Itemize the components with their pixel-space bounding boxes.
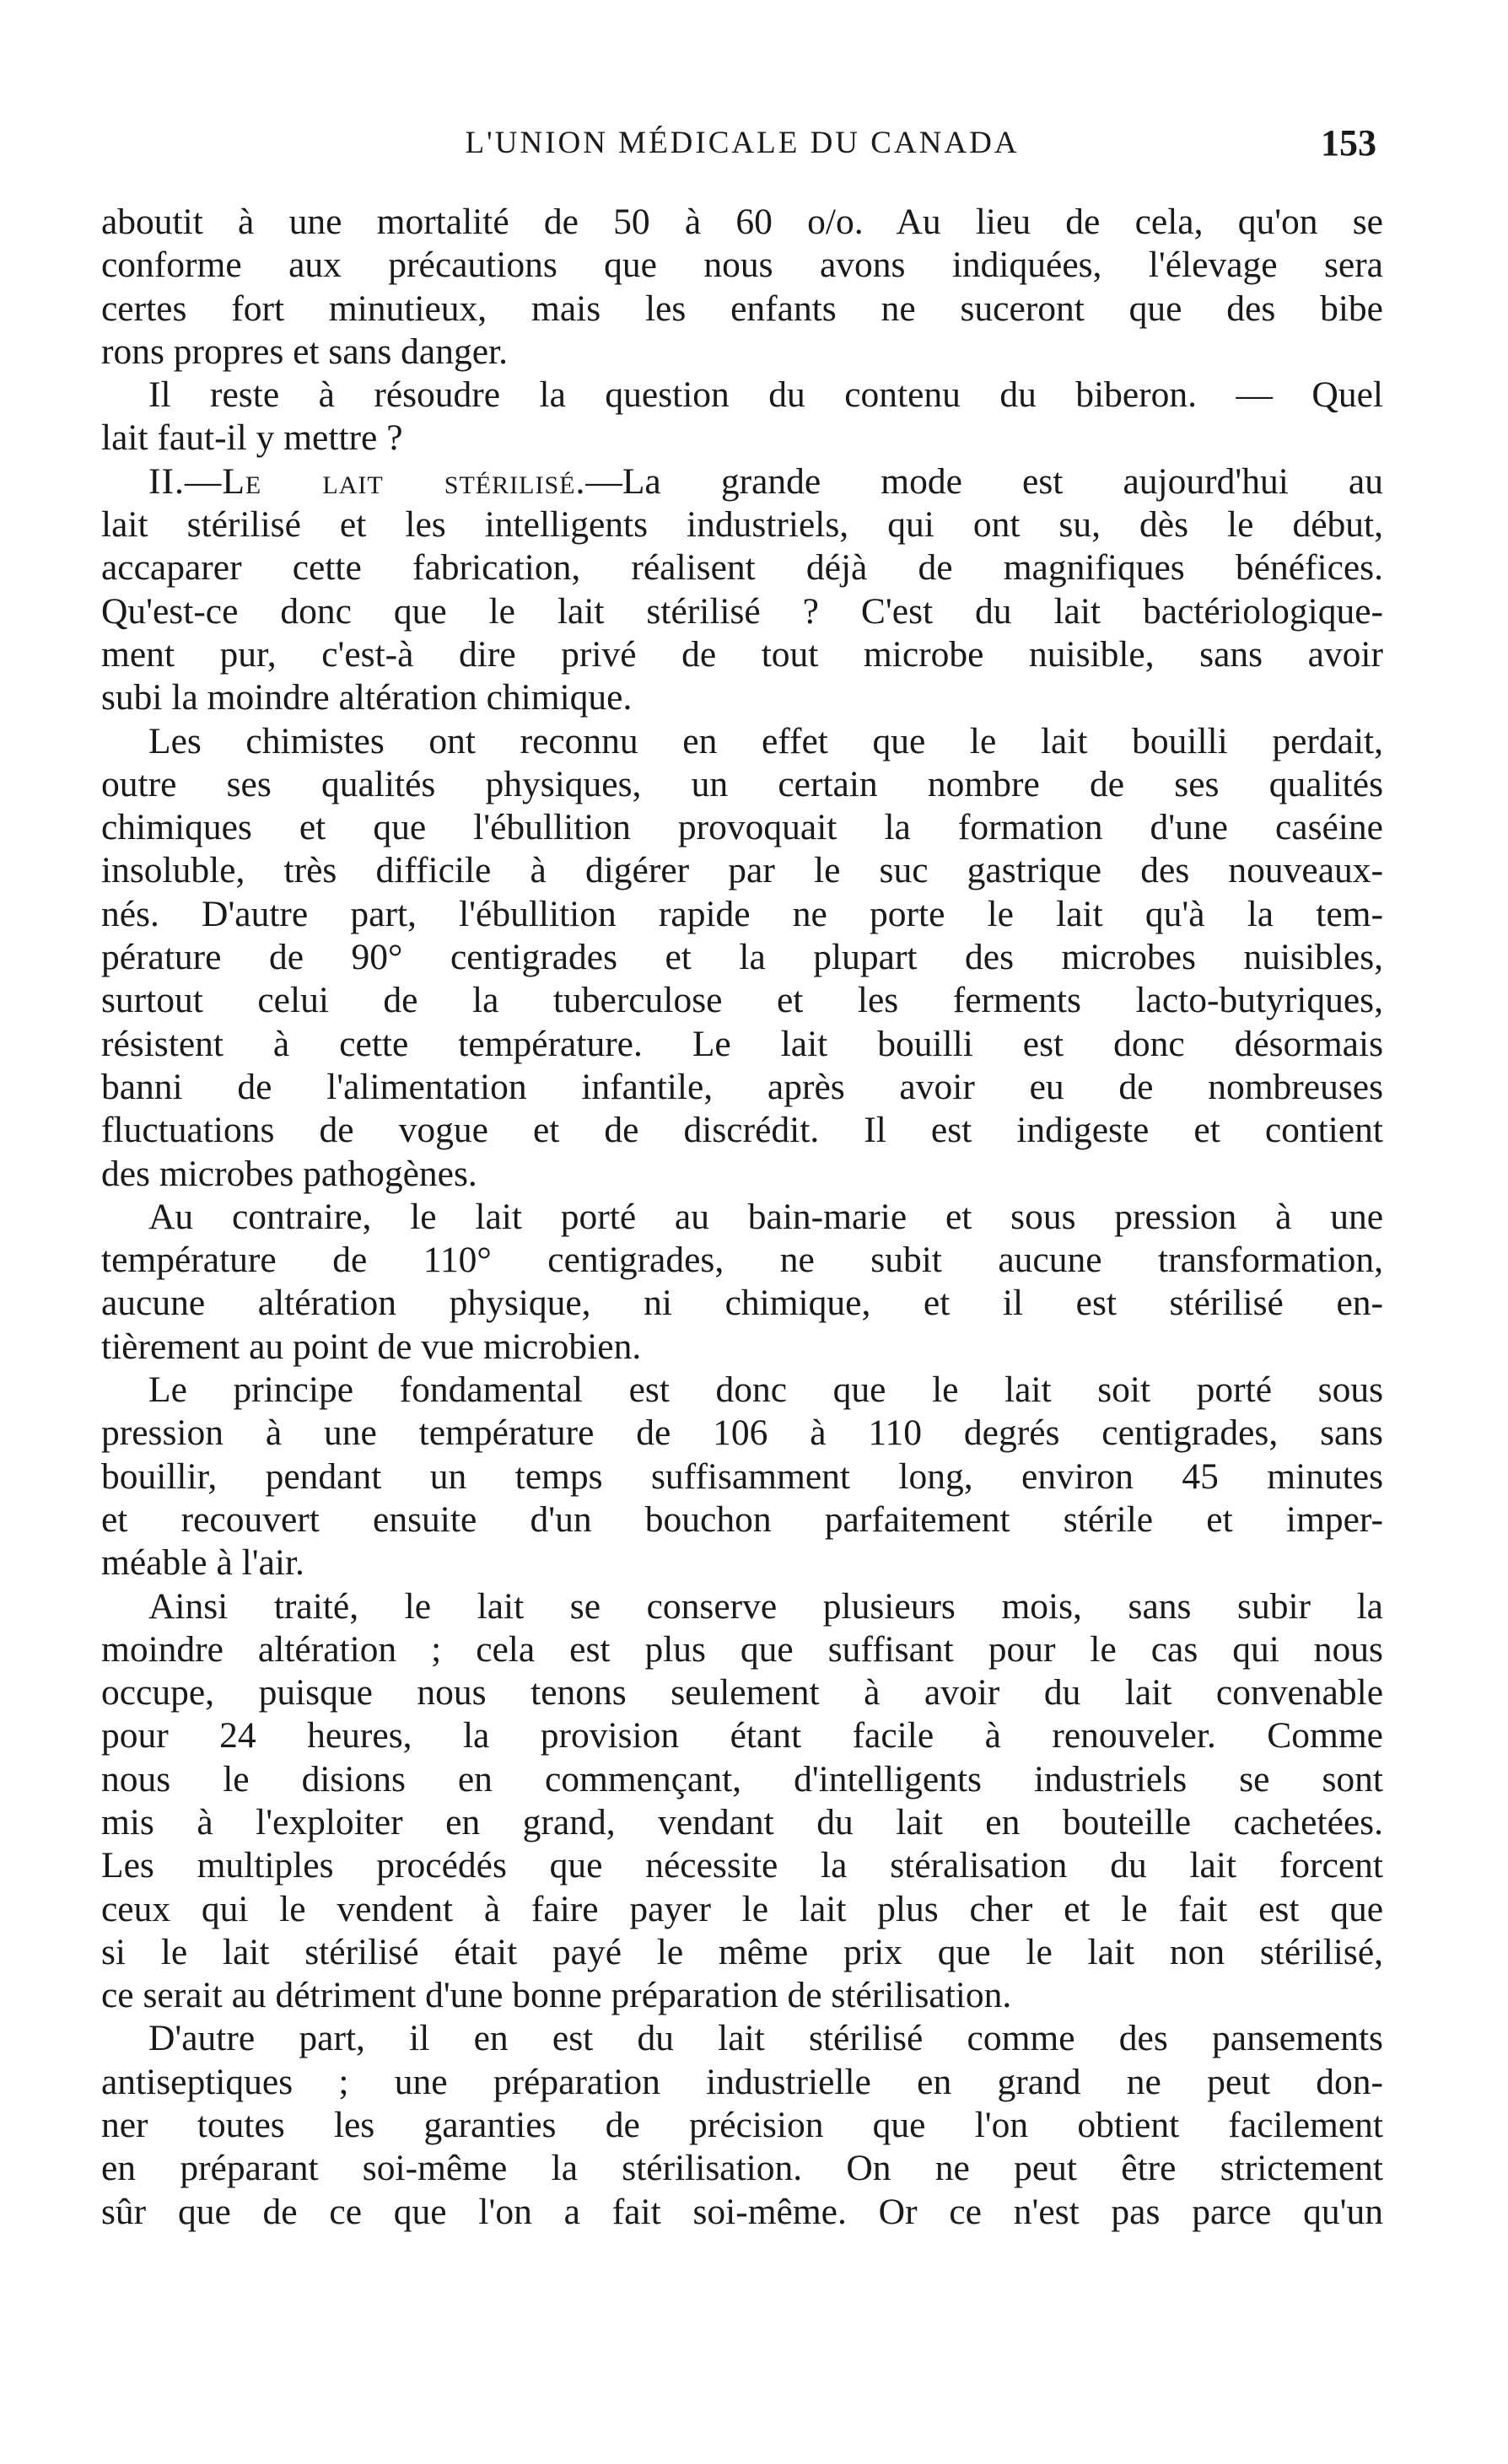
text-line: résistent à cette température. Le lait bouilli est donc désormais — [101, 1023, 1383, 1064]
text-line-rest: —La grande mode est aujourd'hui au — [585, 460, 1383, 502]
running-head — [101, 118, 1383, 169]
text-line: lait stérilisé et les intelligents industriels, qui ont su, dès le début, — [101, 504, 1383, 546]
text-line: fluctuations de vogue et de discrédit. Il est indigeste et contient — [101, 1110, 1383, 1151]
text-line: rons propres et sans danger. — [101, 331, 509, 372]
page-number: 153 — [1321, 122, 1376, 164]
text-line: outre ses qualités physiques, un certain nombre de ses qualités — [101, 763, 1383, 804]
text-line: Les multiples procédés que nécessite la stéralisation du lait forcent — [101, 1845, 1383, 1886]
text-line: Les chimistes ont reconnu en effet que le lait bouilli perdait, — [148, 720, 1383, 761]
text-line: si le lait stérilisé était payé le même prix que le lait non stérilisé, — [101, 1931, 1383, 1972]
paragraph-1 — [101, 201, 1383, 374]
paragraph-2 — [101, 374, 1383, 460]
body-text — [101, 201, 1383, 2234]
text-line: moindre altération ; cela est plus que suffisant pour le cas qui nous — [101, 1628, 1383, 1670]
text-line: subi la moindre altération chimique. — [101, 677, 633, 718]
text-line: ceux qui le vendent à faire payer le lait plus cher et le fait est que — [101, 1888, 1383, 1929]
section-heading: II.—Le lait stérilisé. — [148, 460, 586, 502]
text-line: ce serait au détriment d'une bonne préparation de stérilisation. — [101, 1975, 1012, 2016]
paragraph-section-ii — [101, 460, 1383, 720]
text-line: occupe, puisque nous tenons seulement à avoir du lait convenable — [101, 1672, 1383, 1714]
text-line: tièrement au point de vue microbien. — [101, 1326, 642, 1367]
text-line: sûr que de ce que l'on a fait soi-même. Or ce n'est pas parce qu'un — [101, 2191, 1383, 2232]
text-line: méable à l'air. — [101, 1542, 304, 1584]
text-line: aboutit à une mortalité de 50 à 60 o/o. Au lieu de cela, qu'on se — [101, 202, 1383, 242]
text-line: surtout celui de la tuberculose et les ferments lacto-butyriques, — [101, 980, 1383, 1021]
text-line: bouillir, pendant un temps suffisamment long, environ 45 minutes — [101, 1455, 1383, 1497]
text-line: des microbes pathogènes. — [101, 1153, 477, 1194]
text-line — [101, 460, 1383, 503]
text-line: accaparer cette fabrication, réalisent déjà de magnifiques bénéfices. — [101, 547, 1383, 589]
text-line: Ainsi traité, le lait se conserve plusieurs mois, sans subir la — [148, 1585, 1383, 1627]
paragraph-6 — [101, 1369, 1383, 1584]
text-line: ment pur, c'est-à dire privé de tout microbe nuisible, sans avoir — [101, 633, 1383, 675]
text-line: Au contraire, le lait porté au bain-marie et sous pression à une — [148, 1196, 1383, 1237]
text-line: antiseptiques ; une préparation industrielle en grand ne peut don- — [101, 2061, 1383, 2102]
text-line: mis à l'exploiter en grand, vendant du lait en bouteille cachetées. — [101, 1801, 1383, 1843]
text-line: pour 24 heures, la provision étant facile à renouveler. Comme — [101, 1715, 1383, 1757]
text-line: aucune altération physique, ni chimique, et il est stérilisé en- — [101, 1283, 1383, 1324]
text-line: pression à une température de 106 à 110 degrés centigrades, sans — [101, 1412, 1383, 1454]
paragraph-8 — [101, 2017, 1383, 2233]
text-line: conforme aux précautions que nous avons indiquées, l'élevage sera — [101, 245, 1383, 286]
text-line: chimiques et que l'ébullition provoquait la formation d'une caséine — [101, 807, 1383, 848]
text-line: certes fort minutieux, mais les enfants ne suceront que des bibe — [101, 288, 1383, 329]
journal-title: L'UNION MÉDICALE DU CANADA — [465, 126, 1020, 160]
text-line: D'autre part, il en est du lait stérilisé comme des pansements — [148, 2018, 1383, 2059]
text-line: Qu'est-ce donc que le lait stérilisé ? C'est du lait bactériologique- — [101, 590, 1383, 632]
paragraph-7 — [101, 1585, 1383, 2018]
text-line: Le principe fondamental est donc que le lait soit porté sous — [148, 1369, 1383, 1411]
text-line: température de 110° centigrades, ne subit aucune transformation, — [101, 1240, 1383, 1281]
paragraph-4 — [101, 720, 1383, 1196]
text-line: et recouvert ensuite d'un bouchon parfaitement stérile et imper- — [101, 1498, 1383, 1540]
text-line: banni de l'alimentation infantile, après avoir eu de nombreuses — [101, 1066, 1383, 1107]
text-line: nous le disions en commençant, d'intelligents industriels se sont — [101, 1758, 1383, 1800]
text-line: Il reste à résoudre la question du contenu du biberon. — Quel — [148, 374, 1383, 416]
text-line: nés. D'autre part, l'ébullition rapide ne porte le lait qu'à la tem- — [101, 893, 1383, 934]
text-line: insoluble, très difficile à digérer par le suc gastrique des nouveaux- — [101, 850, 1383, 891]
text-line: pérature de 90° centigrades et la plupart des microbes nuisibles, — [101, 937, 1383, 978]
paragraph-5 — [101, 1196, 1383, 1369]
text-line: lait faut-il y mettre ? — [101, 417, 403, 459]
text-line: ner toutes les garanties de précision que l'on obtient facilement — [101, 2105, 1383, 2146]
text-line: en préparant soi-même la stérilisation. On ne peut être strictement — [101, 2148, 1383, 2189]
